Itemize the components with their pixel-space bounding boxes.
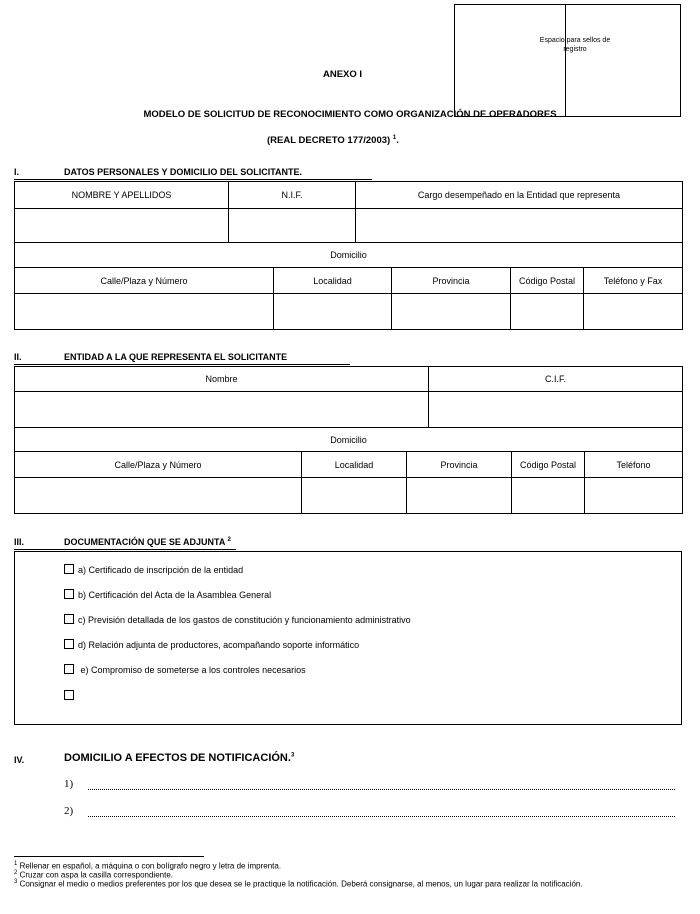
header-calle: Calle/Plaza y Número — [15, 268, 274, 294]
section2-underline — [14, 364, 350, 365]
section1-domicilio-table — [14, 242, 683, 330]
telefono-fax-field[interactable] — [584, 294, 683, 330]
footnote-ref-3: 3 — [290, 752, 295, 759]
footnote-rule — [14, 856, 204, 857]
footnote-2: $^2$ Cruzar con aspa la casilla correspondiente. — [14, 870, 173, 880]
entidad-telefono-field[interactable] — [585, 478, 683, 514]
section1-underline — [14, 179, 372, 180]
section3-underline — [14, 549, 236, 550]
footnote-ref-2: 2 — [227, 537, 231, 543]
section2-number: II. — [14, 352, 22, 362]
section3-number: III. — [14, 537, 25, 547]
nombre-apellidos-field[interactable] — [15, 209, 229, 243]
notification-line-1[interactable] — [88, 789, 675, 790]
checkbox-c[interactable] — [64, 614, 74, 624]
checkbox-a[interactable] — [64, 564, 74, 574]
entidad-header-calle: Calle/Plaza y Número — [15, 452, 302, 478]
entidad-header-localidad: Localidad — [302, 452, 407, 478]
provincia-field[interactable] — [392, 294, 511, 330]
header-codigo-postal: Código Postal — [511, 268, 584, 294]
domicilio-heading: Domicilio — [15, 243, 683, 268]
documentation-box — [14, 551, 682, 725]
footnote-3: $^3$ Consignar el medio o medios preferentes por los que desea se le practique la notificación. Deberá consignarse, al menos, un lugar para realizar la notificación. — [14, 879, 583, 889]
header-nif: N.I.F. — [229, 182, 356, 209]
entidad-header-provincia: Provincia — [407, 452, 512, 478]
checkbox-d[interactable] — [64, 639, 74, 649]
section2-title: ENTIDAD A LA QUE REPRESENTA EL SOLICITANTE — [64, 352, 288, 362]
section4-number: IV. — [14, 755, 25, 765]
entidad-domicilio-heading: Domicilio — [15, 428, 683, 452]
doc-item-a-label: a) Certificado de inscripción de la entidad — [78, 565, 244, 575]
doc-item-a[interactable] — [64, 564, 243, 575]
section3-title-text: DOCUMENTACIÓN QUE SE ADJUNTA — [64, 537, 226, 547]
header-localidad: Localidad — [274, 268, 392, 294]
entidad-nombre-field[interactable] — [15, 392, 429, 428]
section4-title-text: DOMICILIO A EFECTOS DE NOTIFICACIÓN. — [64, 752, 291, 764]
section3-title — [64, 537, 231, 547]
doc-item-b-label: b) Certificación del Acta de la Asamblea General — [78, 590, 272, 600]
calle-field[interactable] — [15, 294, 274, 330]
doc-item-c[interactable] — [64, 614, 411, 625]
checkbox-other[interactable] — [64, 690, 74, 700]
footnote-ref-1: 1 — [392, 135, 397, 141]
nif-field[interactable] — [229, 209, 356, 243]
notification-line-2-label: 2) — [64, 805, 74, 817]
doc-item-e[interactable] — [64, 664, 306, 675]
subtitle-text: (REAL DECRETO 177/2003) — [267, 135, 391, 147]
form-subtitle: (REAL DECRETO 177/2003) $^1$. — [267, 135, 399, 147]
doc-item-e-label: e) Compromiso de someterse a los controles necesarios — [78, 665, 306, 675]
stamp-label: Espacio para sellos de registro — [539, 37, 611, 53]
localidad-field[interactable] — [274, 294, 392, 330]
registry-stamp-box — [454, 4, 681, 117]
stamp-divider — [565, 4, 566, 117]
section2-domicilio-table — [14, 427, 683, 514]
doc-item-d-label: d) Relación adjunta de productores, acompañando soporte informático — [78, 640, 360, 650]
entidad-header-codigo-postal: Código Postal — [512, 452, 585, 478]
form-title: MODELO DE SOLICITUD DE RECONOCIMIENTO COMO ORGANIZACIÓN DE OPERADORES — [143, 109, 557, 120]
header-entidad-nombre: Nombre — [15, 367, 429, 392]
notification-line-2[interactable] — [88, 816, 675, 817]
doc-item-d[interactable] — [64, 639, 359, 650]
codigo-postal-field[interactable] — [511, 294, 584, 330]
cargo-field[interactable] — [356, 209, 683, 243]
section4-title — [64, 752, 294, 764]
doc-item-c-label: c) Previsión detallada de los gastos de constitución y funcionamiento administrativo — [78, 615, 411, 625]
section1-table — [14, 181, 683, 243]
doc-item-other[interactable] — [64, 690, 78, 701]
doc-item-b[interactable] — [64, 589, 271, 600]
checkbox-b[interactable] — [64, 589, 74, 599]
anexo-label: ANEXO I — [323, 69, 363, 80]
header-cif: C.I.F. — [429, 367, 683, 392]
header-telefono-fax: Teléfono y Fax — [584, 268, 683, 294]
header-cargo: Cargo desempeñado en la Entidad que representa — [356, 182, 683, 209]
section2-table — [14, 366, 683, 428]
header-provincia: Provincia — [392, 268, 511, 294]
entidad-localidad-field[interactable] — [302, 478, 407, 514]
header-nombre-apellidos: NOMBRE Y APELLIDOS — [15, 182, 229, 209]
section1-number: I. — [14, 167, 20, 177]
footnote-1: $^1$ Rellenar en español, a máquina o con bolígrafo negro y letra de imprenta. — [14, 861, 282, 871]
notification-line-1-label: 1) — [64, 778, 74, 790]
section1-title: DATOS PERSONALES Y DOMICILIO DEL SOLICITANTE. — [64, 167, 303, 177]
entidad-header-telefono: Teléfono — [585, 452, 683, 478]
entidad-provincia-field[interactable] — [407, 478, 512, 514]
cif-field[interactable] — [429, 392, 683, 428]
checkbox-e[interactable] — [64, 664, 74, 674]
entidad-codigo-postal-field[interactable] — [512, 478, 585, 514]
entidad-calle-field[interactable] — [15, 478, 302, 514]
